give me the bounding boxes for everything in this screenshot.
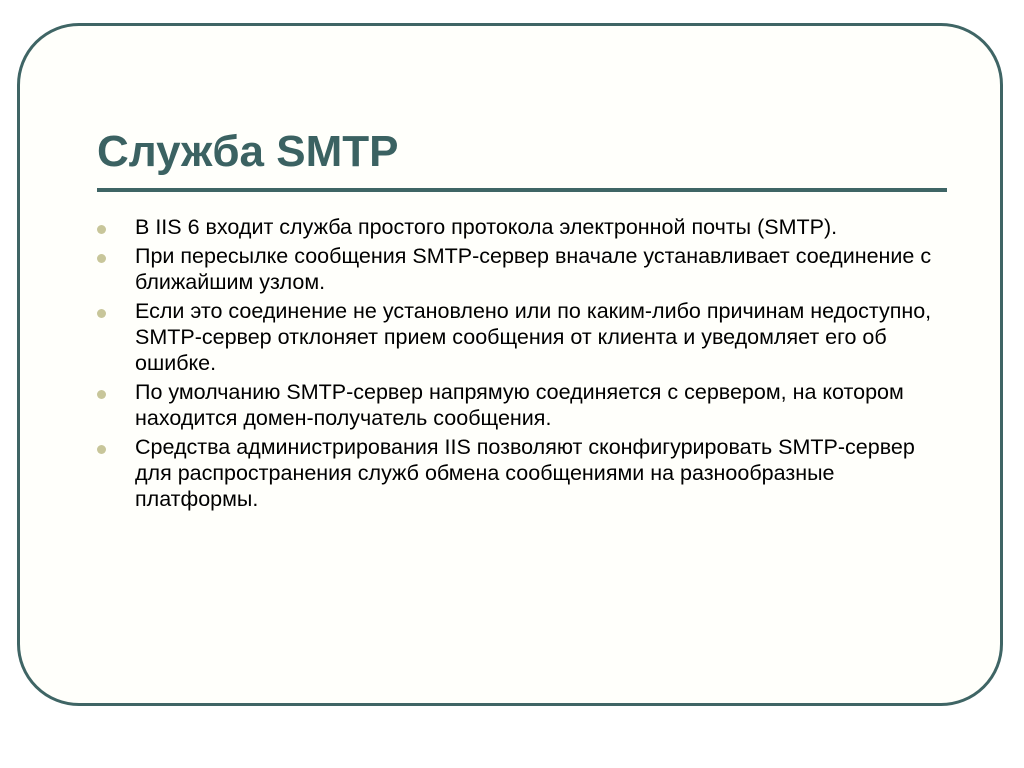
- title-divider: [97, 188, 947, 192]
- bullet-dot-icon: [97, 225, 106, 234]
- bullet-dot-icon: [97, 390, 106, 399]
- slide-title: Служба SMTP: [97, 127, 399, 176]
- bullet-text: При пересылке сообщения SMTP-сервер вначале устанавливает соединение с ближайшим узлом.: [135, 244, 932, 294]
- bullet-item: [97, 434, 947, 512]
- bullet-text: По умолчанию SMTP-сервер напрямую соединяется с сервером, на котором находится домен-получатель сообщения.: [135, 380, 904, 430]
- bullet-dot-icon: [97, 445, 106, 454]
- bullet-text: В IIS 6 входит служба простого протокола электронной почты (SMTP).: [135, 215, 838, 239]
- bullet-item: [97, 243, 947, 295]
- bullet-dot-icon: [97, 309, 106, 318]
- bullet-item: [97, 298, 947, 376]
- bullet-text: Средства администрирования IIS позволяют сконфигурировать SMTP-сервер для распространения служб обмена сообщениями на разнообразные платформы.: [135, 435, 915, 511]
- bullet-item: [97, 214, 947, 240]
- bullet-dot-icon: [97, 254, 106, 263]
- bullet-item: [97, 379, 947, 431]
- bullet-list: [97, 214, 947, 515]
- bullet-text: Если это соединение не установлено или по каким-либо причинам недоступно, SMTP-сервер отклоняет прием сообщения от клиента и уведомляет его об ошибке.: [135, 299, 932, 375]
